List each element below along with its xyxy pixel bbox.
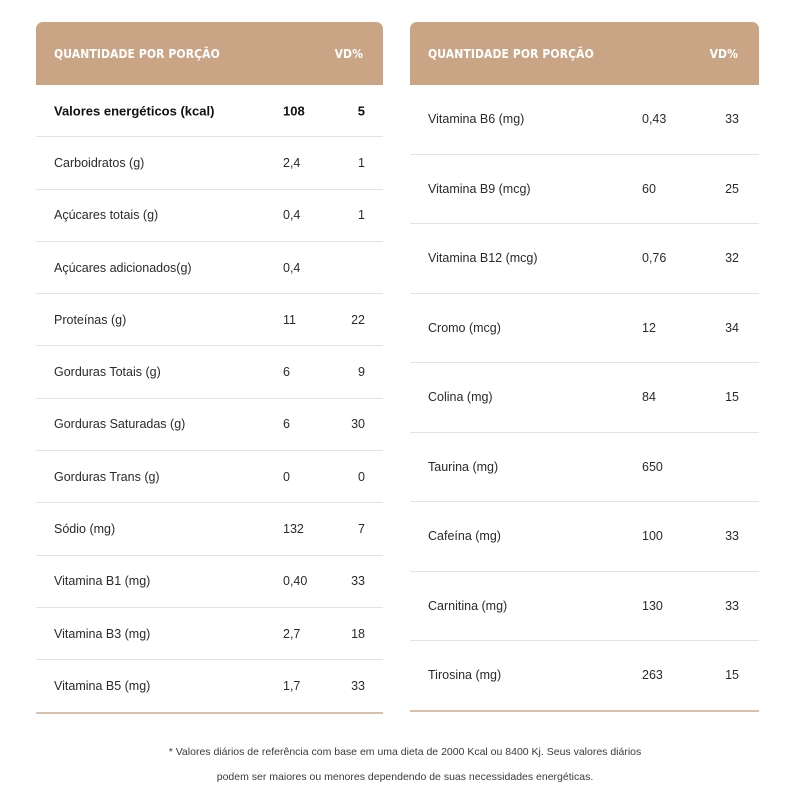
nutrient-name: Carnitina (mg) [428,598,508,613]
nutrient-name: Cromo (mcg) [428,320,501,335]
table-row [36,85,383,137]
nutrient-vd: 1 [358,155,365,170]
nutrient-name: Vitamina B12 (mcg) [428,251,538,266]
table-row [36,399,383,451]
nutrient-vd: 30 [351,417,365,432]
table-row [36,660,383,713]
footnote [0,740,810,790]
table-row [36,556,383,608]
nutrient-name: Açúcares adicionados(g) [54,260,192,275]
table-row [36,242,383,294]
nutrient-quantity: 0,4 [283,260,301,275]
nutrition-table-left [36,22,383,714]
nutrient-vd: 33 [725,529,739,544]
nutrient-vd: 33 [725,112,739,127]
table-row [410,224,759,294]
nutrient-quantity: 650 [642,459,663,474]
table-row [410,572,759,642]
table-row [36,346,383,398]
nutrient-quantity: 132 [283,522,304,537]
header-vd-label: VD% [334,46,363,61]
header-quantity-label: QUANTIDADE POR PORÇÃO [54,46,220,61]
nutrient-vd: 33 [725,598,739,613]
table-row [36,503,383,555]
nutrient-name: Sódio (mg) [54,522,116,537]
nutrient-quantity: 0,4 [283,208,301,223]
nutrient-vd: 15 [725,390,739,405]
table-row [410,85,759,155]
table-row [410,433,759,503]
table-row [36,294,383,346]
nutrient-quantity: 60 [642,181,656,196]
nutrient-quantity: 2,7 [283,626,301,641]
header-vd-label: VD% [709,46,738,61]
table-row [36,451,383,503]
nutrient-vd: 0 [358,469,365,484]
nutrient-vd: 22 [351,312,365,327]
table-body [410,85,759,712]
table-row [36,608,383,660]
nutrient-vd: 5 [357,103,365,119]
nutrient-vd: 18 [351,626,365,641]
nutrient-name: Valores energéticos (kcal) [54,103,215,119]
table-row [410,155,759,225]
nutrient-vd: 32 [725,251,739,266]
nutrient-vd: 33 [351,678,365,693]
nutrient-name: Vitamina B3 (mg) [54,626,151,641]
nutrient-vd: 9 [358,365,365,380]
nutrient-quantity: 12 [642,320,656,335]
nutrient-quantity: 0 [283,469,290,484]
table-row [410,641,759,712]
nutrient-quantity: 0,43 [642,112,667,127]
nutrient-name: Tirosina (mg) [428,668,502,683]
table-body [36,85,383,714]
nutrient-vd: 34 [725,320,739,335]
nutrient-quantity: 1,7 [283,678,301,693]
table-header [410,22,759,85]
nutrient-name: Cafeína (mg) [428,529,501,544]
nutrient-vd: 1 [358,208,365,223]
nutrient-quantity: 108 [283,103,305,119]
nutrition-table-right [410,22,759,712]
nutrient-vd: 33 [351,574,365,589]
table-row [410,363,759,433]
footnote-line-2: podem ser maiores ou menores dependendo de suas necessidades energéticas. [216,771,594,783]
table-row [410,294,759,364]
table-row [410,502,759,572]
nutrient-name: Gorduras Trans (g) [54,469,160,484]
nutrient-name: Proteínas (g) [54,312,127,327]
nutrient-quantity: 84 [642,390,656,405]
header-quantity-label: QUANTIDADE POR PORÇÃO [428,46,594,61]
nutrient-quantity: 100 [642,529,663,544]
table-row [36,137,383,189]
nutrient-quantity: 0,76 [642,251,667,266]
nutrient-quantity: 130 [642,598,663,613]
nutrient-name: Açúcares totais (g) [54,208,159,223]
nutrient-name: Vitamina B6 (mg) [428,112,525,127]
nutrient-vd: 25 [725,181,739,196]
nutrient-vd: 7 [358,522,365,537]
nutrient-quantity: 0,40 [283,574,308,589]
nutrient-name: Carboidratos (g) [54,155,145,170]
table-row [36,190,383,242]
nutrient-quantity: 6 [283,417,290,432]
table-header [36,22,383,85]
nutrient-name: Vitamina B9 (mcg) [428,181,531,196]
nutrient-quantity: 11 [283,312,296,327]
nutrient-name: Gorduras Totais (g) [54,365,161,380]
nutrient-vd: 15 [725,668,739,683]
footnote-line-1: * Valores diários de referência com base em uma dieta de 2000 Kcal ou 8400 Kj. Seus valores diários [168,746,642,758]
nutrient-name: Colina (mg) [428,390,493,405]
nutrient-quantity: 263 [642,668,663,683]
nutrient-quantity: 2,4 [283,155,301,170]
nutrient-name: Gorduras Saturadas (g) [54,417,186,432]
nutrient-name: Vitamina B1 (mg) [54,574,151,589]
nutrient-name: Taurina (mg) [428,459,499,474]
nutrient-quantity: 6 [283,365,290,380]
nutrient-name: Vitamina B5 (mg) [54,678,151,693]
